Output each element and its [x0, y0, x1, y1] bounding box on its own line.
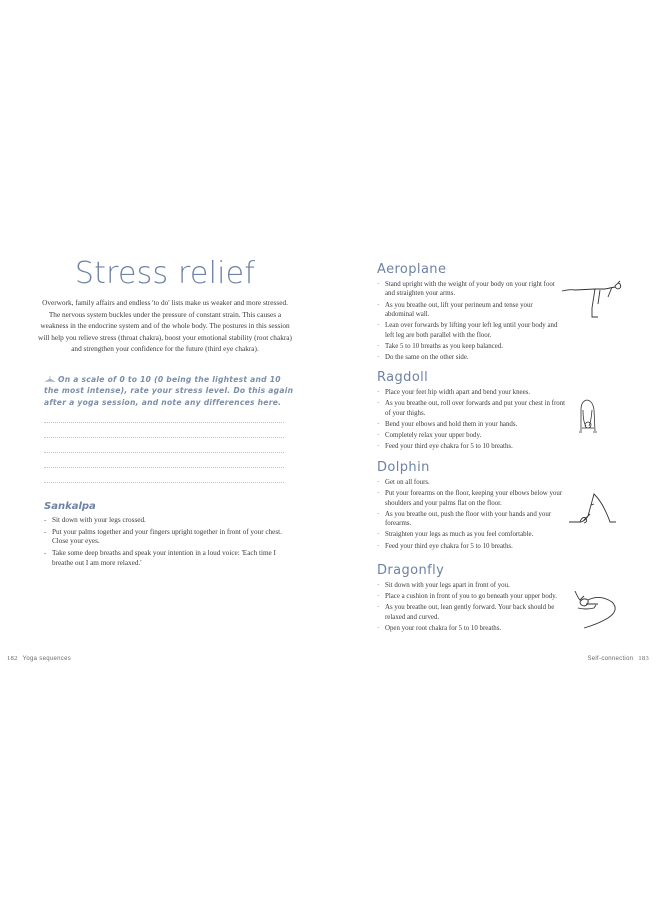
pose-title: Aeroplane — [377, 262, 447, 277]
dolphin-pose-figure — [566, 490, 626, 530]
stress-rating-prompt — [44, 374, 294, 408]
list-item: · Place a cushion in front of you to go beneath your upper body. — [377, 592, 569, 601]
section-name: Yoga sequences — [22, 656, 72, 662]
right-page — [330, 0, 660, 900]
pose-title: Dolphin — [377, 460, 430, 475]
ragdoll-pose-figure — [573, 398, 603, 438]
writing-lines[interactable] — [44, 422, 284, 483]
writing-line[interactable] — [44, 423, 284, 438]
list-item: · Lean over forwards by lifting your left leg until your body and left leg are both parallel with the floor. — [377, 321, 562, 340]
sankalpa-heading: Sankalpa — [44, 501, 96, 512]
pose-steps — [377, 581, 569, 633]
list-item: · As you breathe out, push the floor with your hands and your forearms. — [377, 510, 569, 529]
dragonfly-pose-figure — [570, 588, 630, 630]
pose-steps — [377, 280, 562, 362]
list-item: · Straighten your legs as much as you feel comfortable. — [377, 530, 569, 539]
pose-steps — [377, 478, 569, 551]
prompt-text: On a scale of 0 to 10 (0 being the lightest and 10 the most intense), rate your stress level. Do this again after a yoga session, and note any differences here. — [44, 375, 294, 407]
sankalpa-section — [44, 500, 294, 571]
pose-steps — [377, 388, 572, 452]
sankalpa-steps — [44, 516, 294, 568]
right-footer — [587, 655, 654, 662]
list-item: · Feed your third eye chakra for 5 to 10 breaths. — [377, 442, 572, 451]
page-number: 182 — [7, 655, 18, 662]
list-item: · As you breathe out, roll over forwards and put your chest in front of your thighs. — [377, 399, 572, 418]
left-footer — [2, 655, 71, 662]
list-item: · As you breathe out, lean gently forward. Your back should be relaxed and curved. — [377, 603, 569, 622]
list-item: · Open your root chakra for 5 to 10 breaths. — [377, 624, 569, 633]
list-item: - Sit down with your legs crossed. — [44, 516, 294, 526]
list-item: · Do the same on the other side. — [377, 353, 562, 362]
pose-title: Dragonfly — [377, 563, 445, 578]
list-item: · Sit down with your legs apart in front of you. — [377, 581, 569, 590]
intro-paragraph: Overwork, family affairs and endless 'to do' lists make us weaker and more stressed. The nervous system buckles under the pressure of constant strain. This causes a weakness in the endocrine system and of the whole body. The postures in this session will help you relieve stress (throat chakra), boost your emotional stability (root chakra) and strengthen your confidence for the future (third eye chakra). — [38, 298, 292, 354]
writing-line[interactable] — [44, 453, 284, 468]
section-name: Self-connection — [587, 656, 634, 662]
writing-line[interactable] — [44, 438, 284, 453]
list-item: · Take 5 to 10 breaths as you keep balanced. — [377, 342, 562, 351]
lotus-icon — [44, 375, 56, 383]
page-number: 183 — [638, 655, 649, 662]
list-item: · Completely relax your upper body. — [377, 431, 572, 440]
pose-title: Ragdoll — [377, 370, 429, 385]
writing-line[interactable] — [44, 468, 284, 483]
list-item: - Take some deep breaths and speak your intention in a loud voice: 'Each time I breathe out I am more relaxed.' — [44, 549, 294, 568]
list-item: · Place your feet hip width apart and bend your knees. — [377, 388, 572, 397]
list-item: · Feed your third eye chakra for 5 to 10 breaths. — [377, 542, 569, 551]
list-item: · As you breathe out, lift your perineum and tense your abdominal wall. — [377, 301, 562, 320]
page-title: Stress relief — [74, 256, 256, 291]
list-item: · Put your forearms on the floor, keeping your elbows below your shoulders and your palms flat on the floor. — [377, 489, 569, 508]
list-item: · Get on all fours. — [377, 478, 569, 487]
list-item: - Put your palms together and your fingers upright together in front of your chest. Close your eyes. — [44, 528, 294, 547]
list-item: · Bend your elbows and hold them in your hands. — [377, 420, 572, 429]
list-item: · Stand upright with the weight of your body on your right foot and straighten your arms. — [377, 280, 562, 299]
aeroplane-pose-figure — [560, 280, 630, 325]
